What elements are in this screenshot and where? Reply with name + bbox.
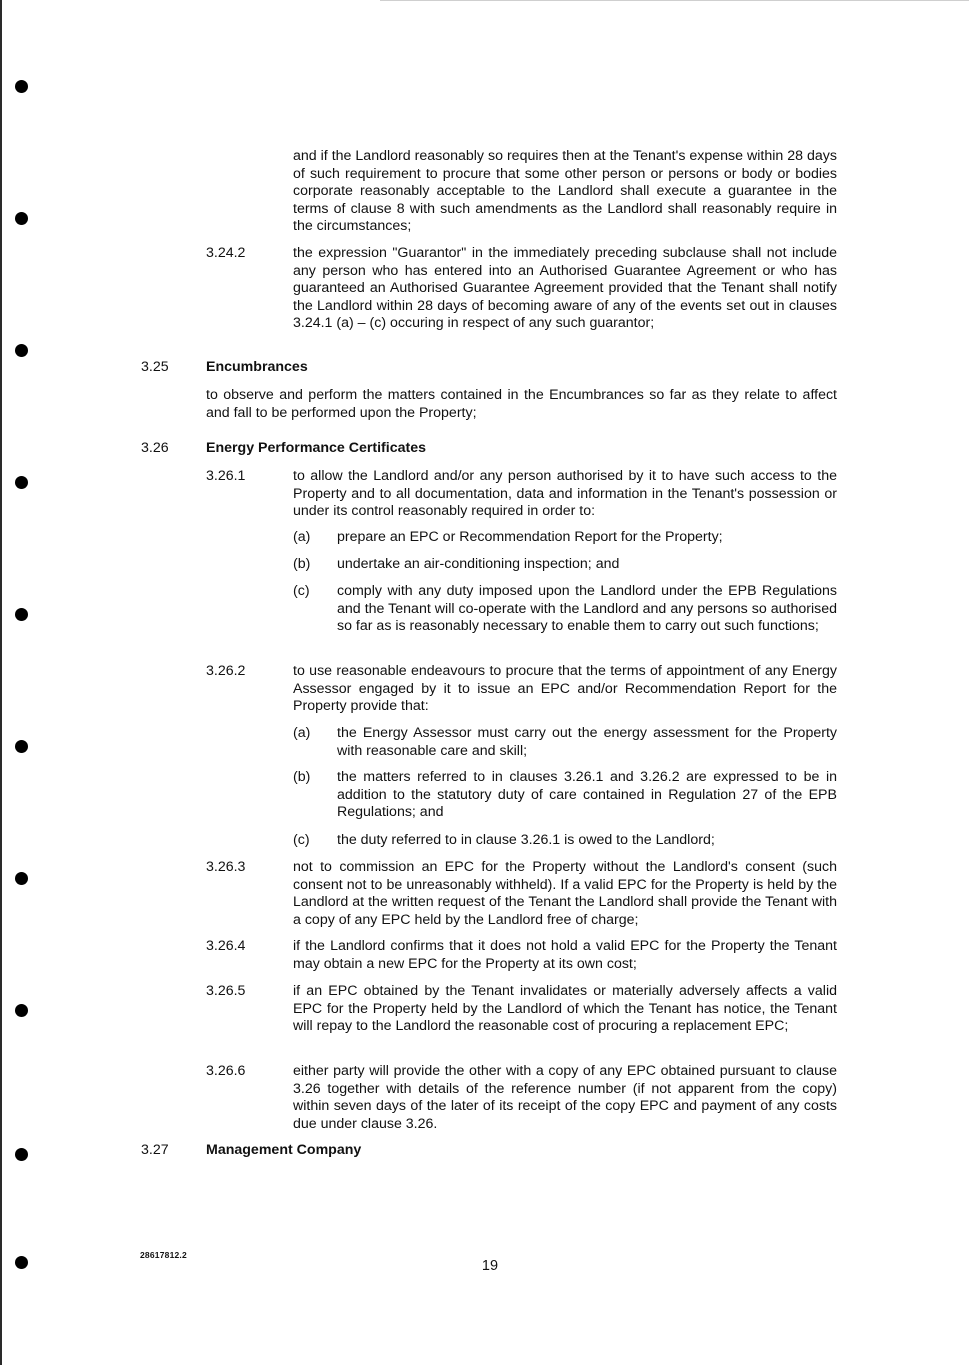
list-item: undertake an air-conditioning inspection; and: [337, 556, 620, 572]
punch-hole: [15, 1148, 28, 1161]
clause-heading: Encumbrances: [206, 359, 308, 375]
punch-hole: [15, 740, 28, 753]
clause-number: 3.26.2: [206, 663, 246, 679]
list-item: the Energy Assessor must carry out the energy assessment for the Property with reasonable care and skill;: [337, 725, 837, 759]
list-item: the matters referred to in clauses 3.26.1 and 3.26.2 are expressed to be in addition to the statutory duty of care contained in Regulation 27 of the EPB Regulations; and: [337, 769, 837, 821]
intro-paragraph: and if the Landlord reasonably so requires then at the Tenant's expense within 28 days of such requirement to procure that some other person or persons or body or bodies corporate reasonably acceptable to the Landlord shall execute a guarantee in the terms of clause 8 with such amendments as the Landlord shall reasonably require in the circumstances;: [293, 148, 837, 235]
clause-3-25-text: to observe and perform the matters contained in the Encumbrances so far as they relate to affect and fall to be performed upon the Property;: [206, 387, 837, 421]
clause-3-24-2-text: the expression "Guarantor" in the immediately preceding subclause shall not include any person who has entered into an Authorised Guarantee Agreement or who has guaranteed an Authorised Guarantee Agreement provided that the Tenant shall notify the Landlord within 28 days of becoming aware of any of the events set out in clauses 3.24.1 (a) – (c) occuring in respect of any such guarantor;: [293, 245, 837, 332]
clause-number: 3.26.4: [206, 938, 246, 954]
clause-3-26-1-text: to allow the Landlord and/or any person authorised by it to have such access to the Property and to all documentation, data and information in the Tenant's possession or under its control reasonably required in order to:: [293, 468, 837, 520]
page-number: 19: [481, 1258, 499, 1274]
list-item: comply with any duty imposed upon the Landlord under the EPB Regulations and the Tenant will co-operate with the Landlord and any persons so authorised so far as is reasonably necessary to enable them to carry out such functions;: [337, 583, 837, 635]
clause-number: 3.25: [141, 359, 169, 375]
item-label: (a): [293, 725, 311, 741]
list-item: prepare an EPC or Recommendation Report for the Property;: [337, 529, 723, 545]
punch-hole: [15, 344, 28, 357]
punch-hole: [15, 1004, 28, 1017]
clause-number: 3.24.2: [206, 245, 246, 261]
scan-left-edge: [0, 0, 2, 1365]
item-label: (b): [293, 556, 311, 572]
punch-hole: [15, 80, 28, 93]
punch-hole: [15, 608, 28, 621]
item-label: (a): [293, 529, 311, 545]
item-label: (c): [293, 832, 310, 848]
item-label: (c): [293, 583, 310, 599]
scan-top-edge: [380, 0, 969, 1]
list-item: the duty referred to in clause 3.26.1 is owed to the Landlord;: [337, 832, 715, 848]
clause-number: 3.27: [141, 1142, 169, 1158]
clause-heading: Energy Performance Certificates: [206, 440, 426, 456]
clause-number: 3.26.6: [206, 1063, 246, 1079]
clause-number: 3.26.1: [206, 468, 246, 484]
document-reference: 28617812.2: [140, 1250, 187, 1260]
punch-hole: [15, 212, 28, 225]
punch-hole: [15, 1256, 28, 1269]
clause-3-26-2-text: to use reasonable endeavours to procure that the terms of appointment of any Energy Assessor engaged by it to issue an EPC and/or Recommendation Report for the Property provide that:: [293, 663, 837, 715]
clause-3-26-4-text: if the Landlord confirms that it does not hold a valid EPC for the Property the Tenant may obtain a new EPC for the Property at its own cost;: [293, 938, 837, 972]
punch-hole: [15, 476, 28, 489]
item-label: (b): [293, 769, 311, 785]
clause-number: 3.26: [141, 440, 169, 456]
clause-3-26-5-text: if an EPC obtained by the Tenant invalidates or materially adversely affects a valid EPC for the Property held by the Landlord of which the Tenant has notice, the Tenant will repay to the Landlord the reasonable cost of procuring a replacement EPC;: [293, 983, 837, 1035]
clause-3-26-6-text: either party will provide the other with a copy of any EPC obtained pursuant to clause 3.26 together with details of the reference number (if not apparent from the copy) within seven days of the later of its receipt of the copy EPC and payment of any costs due under clause 3.26.: [293, 1063, 837, 1132]
punch-hole: [15, 872, 28, 885]
clause-number: 3.26.5: [206, 983, 246, 999]
clause-3-26-3-text: not to commission an EPC for the Property without the Landlord's consent (such consent not to be unreasonably withheld). If a valid EPC for the Property is held by the Landlord at the written request of the Tenant the Landlord shall provide the Tenant with a copy of any EPC held by the Landlord free of charge;: [293, 859, 837, 928]
clause-heading: Management Company: [206, 1142, 362, 1158]
clause-number: 3.26.3: [206, 859, 246, 875]
